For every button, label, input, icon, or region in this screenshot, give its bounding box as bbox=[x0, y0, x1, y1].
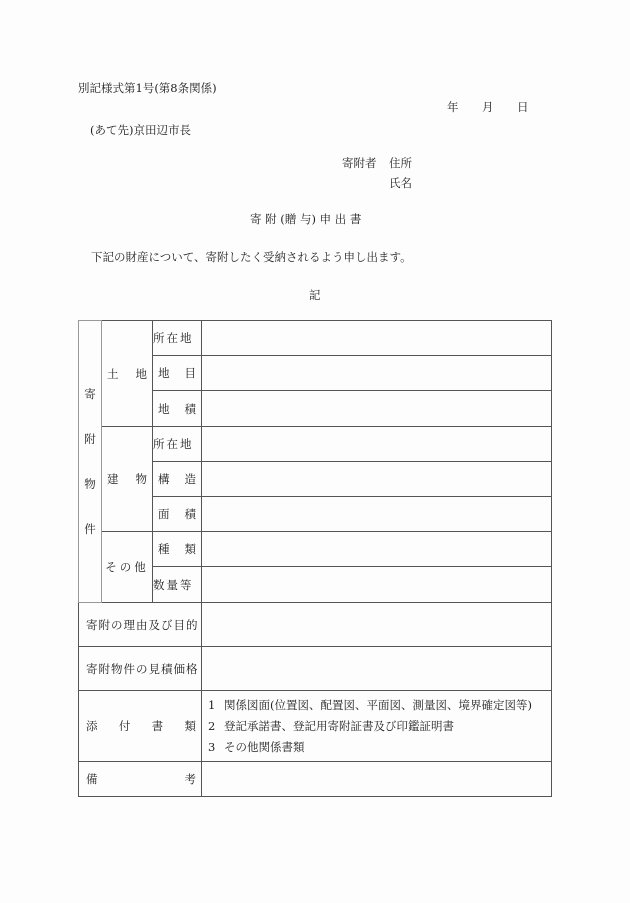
estimated-value-label: 寄附物件の見積価格 bbox=[79, 647, 202, 691]
other-quantity-field[interactable] bbox=[202, 567, 552, 603]
other-quantity-label: 数量等 bbox=[153, 567, 202, 603]
building-area-label: 面 積 bbox=[153, 497, 202, 532]
date-year-label: 年 bbox=[447, 100, 459, 114]
group-char: 附 bbox=[84, 431, 96, 446]
donated-property-group-label bbox=[79, 321, 102, 603]
land-category-label: 地 目 bbox=[153, 356, 202, 391]
attachment-item: 2 登記承諾書、登記用寄附証書及び印鑑証明書 bbox=[208, 718, 454, 733]
group-char: 物 bbox=[84, 476, 96, 491]
ki-label: 記 bbox=[309, 288, 321, 302]
land-category-field[interactable] bbox=[202, 356, 552, 391]
building-structure-label: 構 造 bbox=[153, 462, 202, 497]
other-label: その他 bbox=[102, 532, 153, 603]
building-location-field[interactable] bbox=[202, 427, 552, 462]
donation-table bbox=[78, 320, 552, 797]
building-structure-field[interactable] bbox=[202, 462, 552, 497]
land-label: 土 地 bbox=[102, 321, 153, 427]
land-location-label: 所在地 bbox=[153, 321, 202, 356]
estimated-value-field[interactable] bbox=[202, 647, 552, 691]
attachment-item: 3 その他関係書類 bbox=[208, 739, 305, 754]
building-location-label: 所在地 bbox=[153, 427, 202, 462]
addressee: (あて先)京田辺市長 bbox=[90, 123, 191, 137]
land-location-field[interactable] bbox=[202, 321, 552, 356]
intro-text: 下記の財産について、寄附したく受納されるよう申し出ます。 bbox=[91, 250, 412, 264]
other-type-label: 種 類 bbox=[153, 532, 202, 567]
building-area-field[interactable] bbox=[202, 497, 552, 532]
donor-label: 寄附者 bbox=[342, 156, 377, 170]
reason-label: 寄附の理由及び目的 bbox=[79, 603, 202, 647]
remarks-label: 備 考 bbox=[79, 762, 202, 797]
attachments-list bbox=[202, 691, 552, 762]
group-char: 寄 bbox=[84, 386, 96, 401]
land-area-label: 地 積 bbox=[153, 391, 202, 427]
building-label: 建 物 bbox=[102, 427, 153, 532]
reason-field[interactable] bbox=[202, 603, 552, 647]
land-area-field[interactable] bbox=[202, 391, 552, 427]
form-number: 別記様式第1号(第8条関係) bbox=[78, 81, 217, 95]
attachments-label: 添 付 書 類 bbox=[79, 691, 202, 762]
address-label: 住所 bbox=[389, 156, 412, 170]
date-day-label: 日 bbox=[517, 100, 529, 114]
remarks-field[interactable] bbox=[202, 762, 552, 797]
date-month-label: 月 bbox=[482, 100, 494, 114]
name-label: 氏名 bbox=[389, 176, 412, 190]
document-title: 寄 附 (贈 与) 申 出 書 bbox=[250, 212, 362, 226]
group-char: 件 bbox=[84, 521, 96, 536]
other-type-field[interactable] bbox=[202, 532, 552, 567]
attachment-item: 1 関係図面(位置図、配置図、平面図、測量図、境界確定図等) bbox=[208, 697, 532, 712]
